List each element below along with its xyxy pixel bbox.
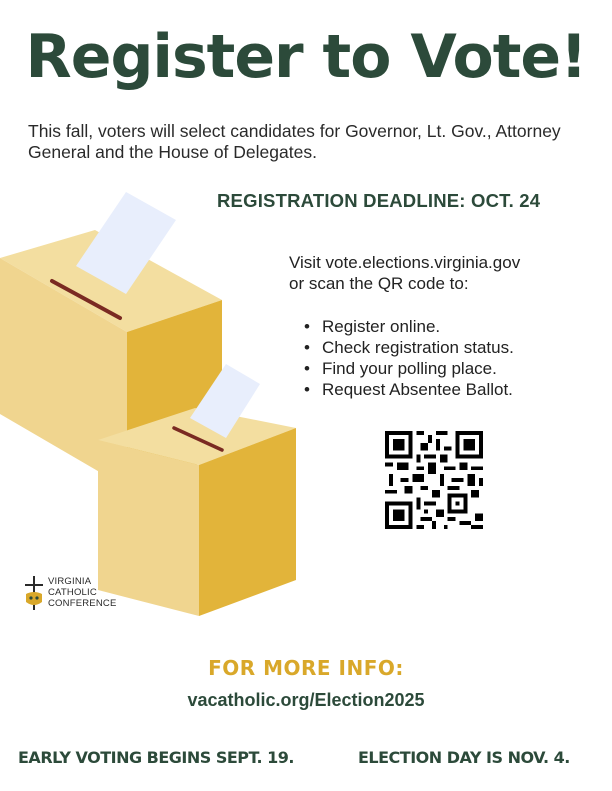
page-title: Register to Vote!: [25, 22, 587, 92]
election-day-date: ELECTION DAY IS NOV. 4.: [358, 748, 570, 767]
visit-instructions: [289, 252, 589, 294]
visit-line-1: Visit vote.elections.virginia.gov: [289, 253, 521, 272]
logo-line-3: CONFERENCE: [48, 598, 117, 609]
logo-text: [48, 576, 117, 609]
more-info-heading: FOR MORE INFO:: [208, 656, 404, 680]
info-link[interactable]: vacatholic.org/Election2025: [187, 690, 425, 710]
qr-code-icon[interactable]: [385, 431, 483, 529]
registration-deadline: REGISTRATION DEADLINE: OCT. 24: [217, 190, 541, 211]
subtitle-text: This fall, voters will select candidates for Governor, Lt. Gov., Attorney General and the House of Delegates.: [28, 121, 561, 162]
action-list: [300, 316, 514, 400]
logo-line-2: CATHOLIC: [48, 587, 97, 598]
visit-line-2: or scan the QR code to:: [289, 274, 469, 293]
logo-line-1: VIRGINIA: [48, 576, 92, 587]
ballot-boxes-illustration: [0, 188, 300, 616]
virginia-catholic-conference-logo: [22, 574, 142, 614]
cross-seal-icon: [22, 574, 48, 614]
early-voting-date: EARLY VOTING BEGINS SEPT. 19.: [18, 748, 295, 767]
list-item: • Request Absentee Ballot.: [300, 379, 514, 400]
list-item: • Find your polling place.: [300, 358, 514, 379]
list-item: • Check registration status.: [300, 337, 514, 358]
list-item: • Register online.: [300, 316, 514, 337]
